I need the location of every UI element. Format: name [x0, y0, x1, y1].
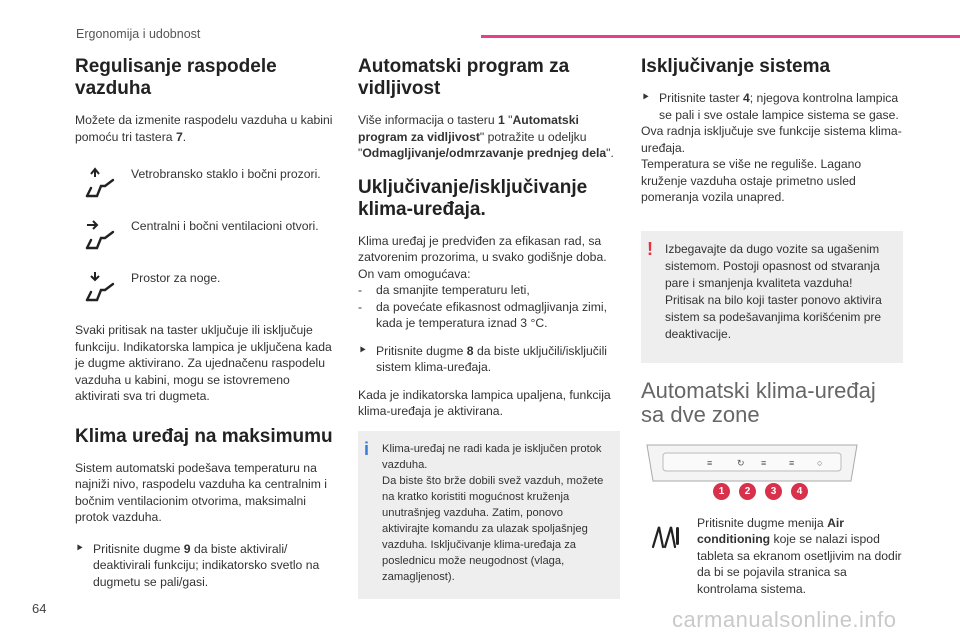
- callout-2: 2: [739, 483, 756, 500]
- section-title-dual-zone: Automatski klima-uređaj sa dve zone: [641, 377, 876, 427]
- mode-windscreen: [75, 166, 337, 218]
- bullet-arrow-icon: ⯈: [641, 92, 650, 104]
- dash-1-text: da smanjite temperaturu leti,: [376, 283, 530, 297]
- control-panel-illustration: [641, 441, 863, 499]
- windscreen-airflow-icon: [83, 166, 117, 200]
- svg-text:≡: ≡: [789, 457, 795, 468]
- section-header: Ergonomija i udobnost: [76, 27, 201, 41]
- air-distribution-intro: [75, 112, 337, 145]
- bullet-key: 9: [183, 541, 191, 556]
- p2-c: koje se nalazi ispod tableta sa ekranom osetljivim na dodir da bi se pojavila stranica sa kontrolama sistema.: [697, 532, 902, 596]
- air-distribution-para: Svaki pritisak na taster uključuje ili isključuje funkciju. Indikatorska lampica je uključena kada je dugme aktivirano. Za ujednačenu raspodelu vazduha u kabini, mogu se istovremeno aktivirati sva tri dugmeta.: [75, 323, 332, 403]
- intro-end: .: [182, 129, 187, 144]
- info-text: Klima-uređaj ne radi kada je isključen protok vazduha. Da biste što brže dobili svež vazduh, možete na kratko koristiti mogućnost kruženja unutrašnjeg vazduha. Zatim, ponovo aktivirajte komandu za ulazak spoljašnjeg vazduha. Isključivanje klima-uređaja za poslednicu može neugodnost (vlaga, zamagljenost).: [382, 442, 604, 583]
- max-ac-para: Sistem automatski podešava temperaturu na najniži nivo, raspodelu vazduha ka centralnim i bočnim ventilacionim otvorima, maksimalni protok vazduha.: [75, 460, 328, 524]
- mode-windscreen-label: Vetrobransko staklo i bočni prozori.: [131, 167, 321, 181]
- callout-1: 1: [713, 483, 730, 500]
- bullet-key: 8: [466, 343, 474, 358]
- menu-instruction: [641, 515, 903, 598]
- watermark: carmanualsonline.info: [672, 607, 897, 632]
- warning-box: [641, 231, 903, 363]
- callout-3: 3: [765, 483, 782, 500]
- header-accent-bar: [481, 35, 960, 38]
- ac-dash-1: - da smanjite temperaturu leti,: [358, 283, 530, 297]
- bullet-text-end: da biste uključili/isključili sistem klima-uređaja.: [376, 343, 607, 374]
- p1-g: ".: [606, 146, 614, 160]
- p1-a: Više informacija o tasteru: [358, 113, 498, 127]
- section-title-max-ac: Klima uređaj na maksimumu: [75, 425, 333, 447]
- bullet-text-end: ; njegova kontrolna lampica se pali i sve ostale lampice sistema se gase.: [659, 91, 899, 122]
- mode-footwell-label: Prostor za noge.: [131, 271, 221, 285]
- bullet-text: Pritisnite taster: [659, 91, 743, 105]
- intro-key-number: 7: [175, 129, 183, 144]
- face-vent-airflow-icon: [83, 218, 117, 252]
- info-box: [358, 431, 620, 599]
- bullet-arrow-icon: ⯈: [358, 344, 367, 357]
- svg-text:≡: ≡: [761, 457, 767, 468]
- info-icon: i: [364, 438, 370, 459]
- visibility-para: [358, 112, 620, 162]
- svg-text:↻: ↻: [737, 457, 745, 468]
- svg-text:○: ○: [817, 457, 823, 468]
- section-title-ac-onoff: Uključivanje/isključivanje klima-uređaja.: [358, 176, 588, 220]
- ac-bullet: [358, 343, 620, 376]
- ac-dash-2: - da povećate efikasnost odmagljivanja zimi, kada je temperatura iznad 3 °C.: [358, 299, 608, 330]
- ac-indicator-para: Kada je indikatorska lampica upaljena, funkcija klima-uređaja je aktivirana.: [358, 387, 611, 418]
- bullet-key: 4: [743, 91, 750, 105]
- p1-e: " potražite u odeljku ": [358, 129, 587, 160]
- intro-text: Možete da izmenite raspodelu vazduha u kabini pomoću tri tastera: [75, 113, 333, 144]
- column-3: [641, 56, 903, 597]
- column-1: [75, 56, 337, 601]
- mode-face-vents: [75, 218, 337, 270]
- shutdown-para: Ova radnja isključuje sve funkcije sistema klima-uređaja. Temperatura se više ne reguliše. Lagano kruženje vazduha ostaje primetno usled pomeranja vozila unapred.: [641, 124, 902, 204]
- p2-a: Pritisnite dugme menija: [697, 515, 828, 530]
- warning-text: Izbegavajte da dugo vozite sa ugašenim sistemom. Postoji opasnost od stvaranja pare i smanjenja kvaliteta vazduha! Pritisak na bilo koji taster ponovo aktivira sistem sa podešavanjima korišćenim pre deaktivacije.: [665, 241, 882, 341]
- climate-menu-icon: [649, 519, 683, 553]
- warning-icon: !: [647, 238, 653, 259]
- max-ac-bullet: [75, 541, 337, 591]
- menu-instruction-text: [697, 515, 903, 598]
- page-number: 64: [32, 601, 47, 616]
- p1-f: Odmagljivanje/odmrzavanje prednjeg dela: [362, 146, 607, 160]
- bullet-text: Pritisnite dugme: [376, 343, 467, 358]
- callout-4: 4: [791, 483, 808, 500]
- mode-face-vents-label: Centralni i bočni ventilacioni otvori.: [131, 219, 319, 233]
- section-title-shutdown: Isključivanje sistema: [641, 56, 831, 77]
- column-2: [358, 56, 620, 599]
- dash-2-text: da povećate efikasnost odmagljivanja zimi, kada je temperatura iznad 3 °C.: [376, 299, 608, 330]
- p1-d: Automatski program za vidljivost: [358, 113, 579, 144]
- svg-text:≡: ≡: [707, 457, 713, 468]
- shutdown-bullet: [641, 90, 903, 123]
- dashboard-panel-icon: [641, 441, 863, 489]
- bullet-text: Pritisnite dugme: [93, 541, 184, 556]
- p1-b: 1: [498, 113, 505, 127]
- section-title-visibility: Automatski program za vidljivost: [358, 56, 570, 99]
- bullet-text-end: da biste aktivirali/ deaktivirali funkciju; indikatorsko svetlo na dugmetu se pali/gasi.: [93, 541, 320, 589]
- p1-c: ": [504, 113, 513, 127]
- section-title-air-distribution: Regulisanje raspodele vazduha: [75, 56, 277, 99]
- bullet-arrow-icon: ⯈: [75, 542, 84, 555]
- p2-b: Air conditioning: [697, 515, 844, 546]
- footwell-airflow-icon: [83, 270, 117, 304]
- ac-intro: Klima uređaj je predviđen za efikasan rad, sa zatvorenim prozorima, u svako godišnje doba. On vam omogućava:: [358, 233, 607, 281]
- mode-footwell: [75, 270, 337, 322]
